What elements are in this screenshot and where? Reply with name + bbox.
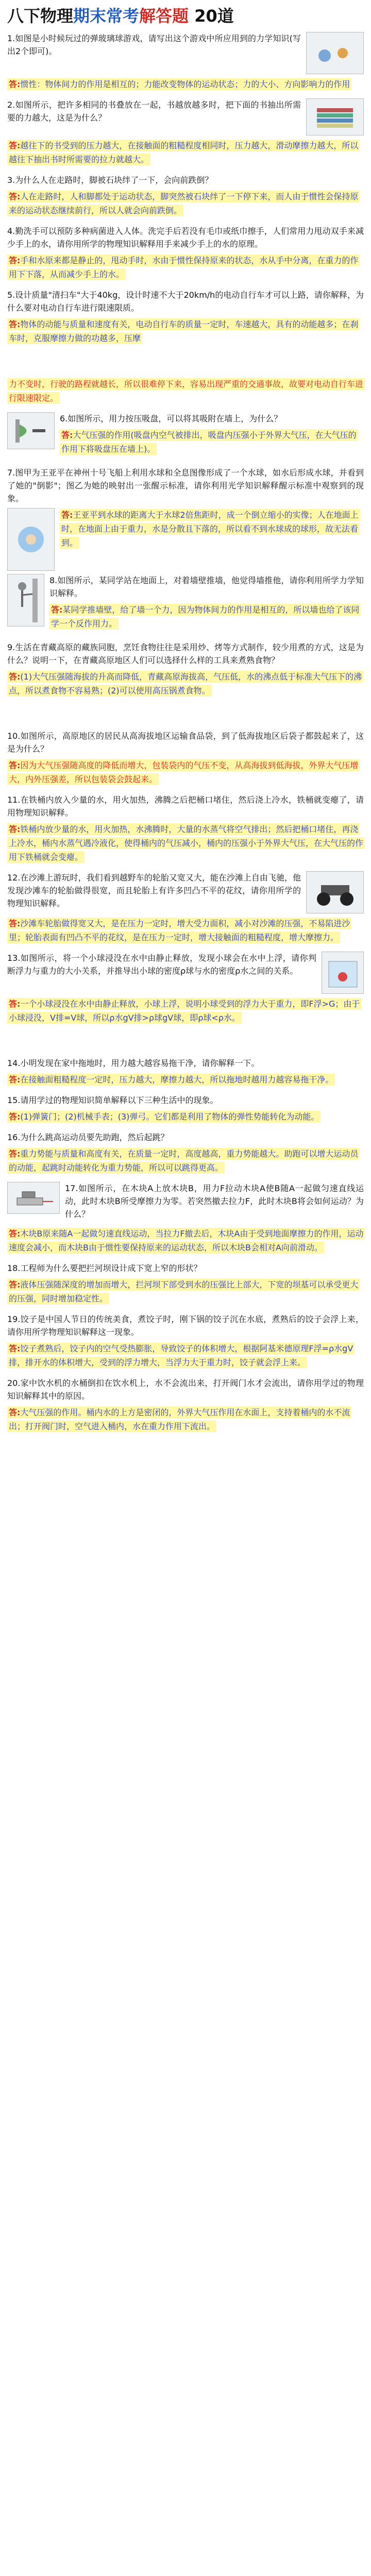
answer-block	[7, 1342, 364, 1369]
marble-figure	[306, 32, 364, 74]
question-text: 20.家中饮水机的水桶倒扣在饮水机上，水不会流出来，打开阀门水才会流出，请你用学过的物理知识解释其中的原因。	[7, 1378, 364, 1401]
books-figure	[306, 98, 364, 135]
answer-text: 大气压强的作用。桶内水的上方是密闭的，外界大气压作用在水面上，支持着桶内的水不流出；打开阀门时，空气进入桶内，水在重力作用下流出。	[9, 1408, 350, 1431]
answer-block	[7, 139, 364, 166]
answer-block	[7, 77, 364, 91]
answer-text: 一个小球浸没在水中由静止释放，小球上浮，说明小球受到的浮力大于重力，即F浮>G；由于小球浸没，V排=V球，所以ρ水gV排>ρ球gV球，即ρ球<ρ水。	[9, 999, 360, 1023]
answer-text: 因为大气压强随高度的降低而增大，包装袋内的气压不变，从高海拔到低海拔，外界大气压增大，内外压强差，所以包装袋会鼓起来。	[9, 760, 359, 784]
answer-text: 木块B原来随A一起做匀速直线运动，当拉力F撤去后，木块A由于受到地面摩擦力的作用，运动速度会减小，而木块B由于惯性要保持原来的运动状态，所以木块B会相对A向前滑动。	[9, 1229, 364, 1252]
answer-label: 答:	[9, 1408, 21, 1417]
answer-label: 答:	[9, 1112, 21, 1122]
question-text: 6.如图所示，用力按压吸盘，可以将其吸附在墙上，为什么？	[60, 414, 282, 423]
answer-text: 大气压强的作用(吸盘内空气被排出，吸盘内压强小于外界大气压，在大气压的作用下将吸盘压在墙上)。	[61, 430, 357, 454]
answer-block	[60, 508, 364, 550]
answer-text: 惯性：物体间力的作用是相互的；力能改变物体的运动状态；力的大小、方向影响力的作用	[20, 79, 350, 89]
answer-block	[7, 253, 364, 281]
question-text: 17.如图所示，在木块A上放木块B，用力F拉动木块A使B随A一起做匀速直线运动，此时木块B所受摩擦力为零。若突然撤去拉力F，此时木块B将会如何运动？为什么？	[65, 1183, 364, 1219]
answer-label: 答:	[9, 319, 21, 329]
question-text: 19.饺子是中国人节日的传统美食，煮饺子时，刚下锅的饺子沉在水底，煮熟后的饺子会浮上来，请你用所学物理知识解释这一现象。	[7, 1314, 364, 1337]
answer-block	[7, 1227, 364, 1255]
wall-push-figure	[7, 574, 44, 626]
question-block	[7, 574, 364, 638]
answer-text: 手和水原来都是静止的，甩动手时，水由于惯性保持原来的状态，水从手中分离，在重力的作用下下落，从而减少手上的水。	[9, 256, 359, 279]
ball-in-water-figure	[322, 952, 364, 994]
answer-block	[7, 1147, 364, 1175]
question-text: 7.图甲为王亚平在神州十号飞船上利用水球和全息图像形成了一个水球，如水后形成水球，并看到了她的"倒影"；图乙为她的映射出一张醒示标准，请你利用光学知识解释醒示标准中观察到的现象。	[7, 468, 364, 503]
stacked-blocks-icon	[12, 1187, 56, 1210]
answer-block	[7, 1278, 364, 1306]
answer-block	[7, 317, 364, 345]
answer-text: 铁桶内放少量的水，用火加热，水沸腾时，大量的水蒸气将空气排出；然后把桶口堵住，再浇上冷水，桶内水蒸气遇冷液化，使得桶内的气压减小，桶内的压强小于外界大气压，在大气压的作用下铁桶就会变瘪。	[9, 824, 364, 862]
answer-continuation	[7, 377, 364, 405]
answer-text: (1)弹簧门；(2)机械手表；(3)弹弓。它们都是利用了物体的弹性势能转化为动能。	[20, 1112, 319, 1122]
answer-block	[7, 1073, 364, 1087]
question-block	[7, 98, 364, 135]
answer-text: 力不变时，行驶的路程就越长，所以很难停下来，容易出现严重的交通事故，故要对电动自行车进行限速限定。	[9, 379, 364, 403]
answer-label: 答:	[51, 605, 63, 615]
answer-row	[7, 508, 364, 571]
answer-label: 答:	[61, 430, 73, 440]
question-text: 8.如图所示，某同学站在地面上，对着墙壁推墙，他觉得墙推他，请你利用所学力学知识解释。	[49, 575, 364, 598]
answer-label: 答:	[9, 672, 21, 682]
answer-label: 答:	[9, 1075, 21, 1084]
answer-block	[7, 1405, 364, 1433]
answer-label: 答:	[9, 141, 21, 150]
answer-block	[49, 603, 364, 631]
question-text: 9.生活在青藏高原的藏族同胞，烹饪食物往往是采用炒、烤等方式制作，较少用煮的方式，这是为什么？说明一下，在青藏高原地区人们可以选择什么样的工具来煮熟食物？	[7, 642, 364, 665]
question-block	[7, 1182, 364, 1224]
water-ball-figure	[7, 508, 55, 571]
atv-figure	[306, 871, 364, 913]
blocks-figure	[7, 1182, 60, 1214]
question-block	[7, 952, 364, 994]
question-text: 3.为什么人在走路时，脚被石块绊了一下，会向前跌倒？	[7, 175, 213, 185]
atv-icon	[311, 876, 360, 909]
answer-block	[7, 917, 364, 944]
answer-label: 答:	[9, 1229, 21, 1239]
answer-block	[7, 190, 364, 217]
question-text: 12.在沙滩上游玩时，我们看到越野车的轮胎又宽又大，能在沙滩上自由飞驰，他发现沙滩车的轮胎做得很宽，而且轮胎上有许多凹凸不平的花纹，请你用所学的物理知识解释。	[7, 873, 301, 908]
question-text: 5.设计质量"清扫车"大于40kg，设计时速不大于20km/h的电动自行车才可以上路，请你解释，为什么要对电动自行车进行限速限质。	[7, 290, 364, 313]
question-text: 1.如图是小时候玩过的弹玻璃球游戏，请写出这个游戏中所应用到的力学知识(写出2个即可)。	[7, 33, 301, 56]
title-part-3: 解答题	[139, 6, 189, 26]
answer-label: 答:	[61, 510, 73, 520]
title-part-1: 八下物理	[7, 6, 74, 26]
answer-label: 答:	[9, 919, 21, 928]
answer-label: 答:	[9, 1280, 21, 1290]
suction-cup-figure	[7, 412, 55, 449]
answer-block	[7, 670, 364, 698]
answer-text: (1)大气压强随海拔的升高而降低，青藏高原海拔高，气压低，水的沸点低于标准大气压下的沸点，所以煮食物不容易熟；(2)可以使用高压锅煮食物。	[9, 672, 362, 696]
answer-text: 重力势能与质量和高度有关，在质量一定时，高度越高，重力势能越大。助跑可以增大运动员的动能，起跳时动能转化为重力势能，所以可以跳得更高。	[9, 1149, 359, 1173]
answer-label: 答:	[9, 192, 21, 201]
answer-label: 答:	[9, 824, 21, 834]
question-text: 18.工程师为什么要把拦河坝设计成下宽上窄的形状？	[7, 1263, 202, 1273]
answer-text: 液体压强随深度的增加而增大，拦河坝下部受到水的压强比上部大，下宽的坝基可以承受更大的压强，同时增加稳定性。	[9, 1280, 359, 1303]
water-ball-icon	[13, 514, 49, 565]
answer-text: 人在走路时，人和脚都处于运动状态，脚突然被石块绊了一下停下来，而人由于惯性会保持原来的运动状态继续前行，所以人就会向前跌倒。	[9, 192, 359, 215]
question-text: 4.勤洗手可以预防多种病菌进入人体。洗完手后若没有毛巾或纸巾擦手，人们常用力甩动双手来减少手上的水，请你用所学的物理知识解释用手来减少手上的水的原理。	[7, 226, 364, 249]
page-title	[7, 5, 364, 27]
answer-label: 答:	[9, 79, 21, 89]
question-block	[7, 412, 364, 463]
question-text: 2.如图所示，把许多相同的书叠放在一起，书越放越多时，把下面的书抽出所需要的力越大，这是为什么？	[7, 100, 301, 123]
suction-cup-icon	[13, 417, 49, 445]
title-part-2: 期末常考	[73, 6, 140, 26]
answer-block	[7, 1110, 364, 1124]
question-text: 16.为什么跳高运动员要先助跑，然后起跳？	[7, 1132, 169, 1142]
marble-icon	[312, 38, 358, 69]
answer-text: 物体的动能与质量和速度有关，电动自行车的质量一定时，车速越大，具有的动能越多；在刹车时，克服摩擦力做的功越多，压摩	[9, 319, 359, 343]
books-icon	[312, 103, 358, 131]
answer-block	[7, 997, 364, 1025]
question-text: 15.请用学过的物理知识简单解释以下三种生活中的现象。	[7, 1095, 218, 1105]
answer-text: 越往下的书受到的压力越大，在接触面的粗糙程度相同时，压力越大，滑动摩擦力越大，所以越往下抽出书时所需要的拉力就越大。	[9, 141, 359, 164]
answer-text: 某同学推墙壁，给了墙一个力，因为物体间力的作用是相互的，所以墙也给了该同学一个反作用力。	[51, 605, 360, 629]
answer-label: 答:	[9, 1149, 21, 1159]
answer-label: 答:	[9, 760, 21, 770]
question-text: 14.小明发现在家中拖地时，用力越大越容易拖干净，请你解释一下。	[7, 1058, 260, 1068]
answer-label: 答:	[9, 256, 21, 265]
question-text: 13.如图所示，将一个小球浸没在水中由静止释放，发现小球会在水中上浮，请你判断浮力与重力的大小关系，并推导出小球的密度ρ球与水的密度ρ水之间的关系。	[7, 953, 316, 976]
answer-label: 答:	[9, 1344, 21, 1353]
answer-block	[7, 758, 364, 786]
answer-text: 王亚平到水球的距离大于水球2倍焦距时，成一个倒立缩小的实像；人在地面上时，在地面上由于重力，水是分散且下落的，所以看不到水球成的球形，故无法看到。	[61, 510, 359, 548]
answer-label: 答:	[9, 999, 21, 1009]
answer-block	[7, 822, 364, 864]
answer-block	[60, 428, 364, 456]
question-block	[7, 871, 364, 913]
answer-text: 沙滩车轮胎做得宽又大，是在压力一定时，增大受力面积，减小对沙滩的压强，不易陷进沙里；轮胎表面有凹凸不平的花纹，是在压力一定时，增大接触面的粗糙程度，增大摩擦力。	[9, 919, 350, 942]
question-text: 10.如图所示，高原地区的居民从高海拔地区运输食品袋，到了低海拔地区后袋子都鼓起来了，这是为什么？	[7, 731, 364, 754]
title-part-4: 20道	[194, 6, 234, 26]
person-pushing-icon	[12, 579, 40, 622]
ball-in-water-icon	[326, 956, 360, 990]
question-text: 11.在铁桶内放入少量的水，用火加热，沸腾之后把桶口堵住，然后浇上冷水，铁桶就变瘪了，请用物理知识解释。	[7, 795, 364, 818]
answer-text: 在接触面粗糙程度一定时，压力越大，摩擦力越大，所以拖地时越用力越容易拖干净。	[20, 1075, 334, 1084]
question-block	[7, 32, 364, 74]
answer-text: 饺子煮熟后，饺子内的空气受热膨胀，导致饺子的体积增大，根据阿基米德原理F浮=ρ水gV排，排开水的体积增大，受到的浮力增大，当浮力大于重力时，饺子就会浮上来。	[9, 1344, 353, 1367]
